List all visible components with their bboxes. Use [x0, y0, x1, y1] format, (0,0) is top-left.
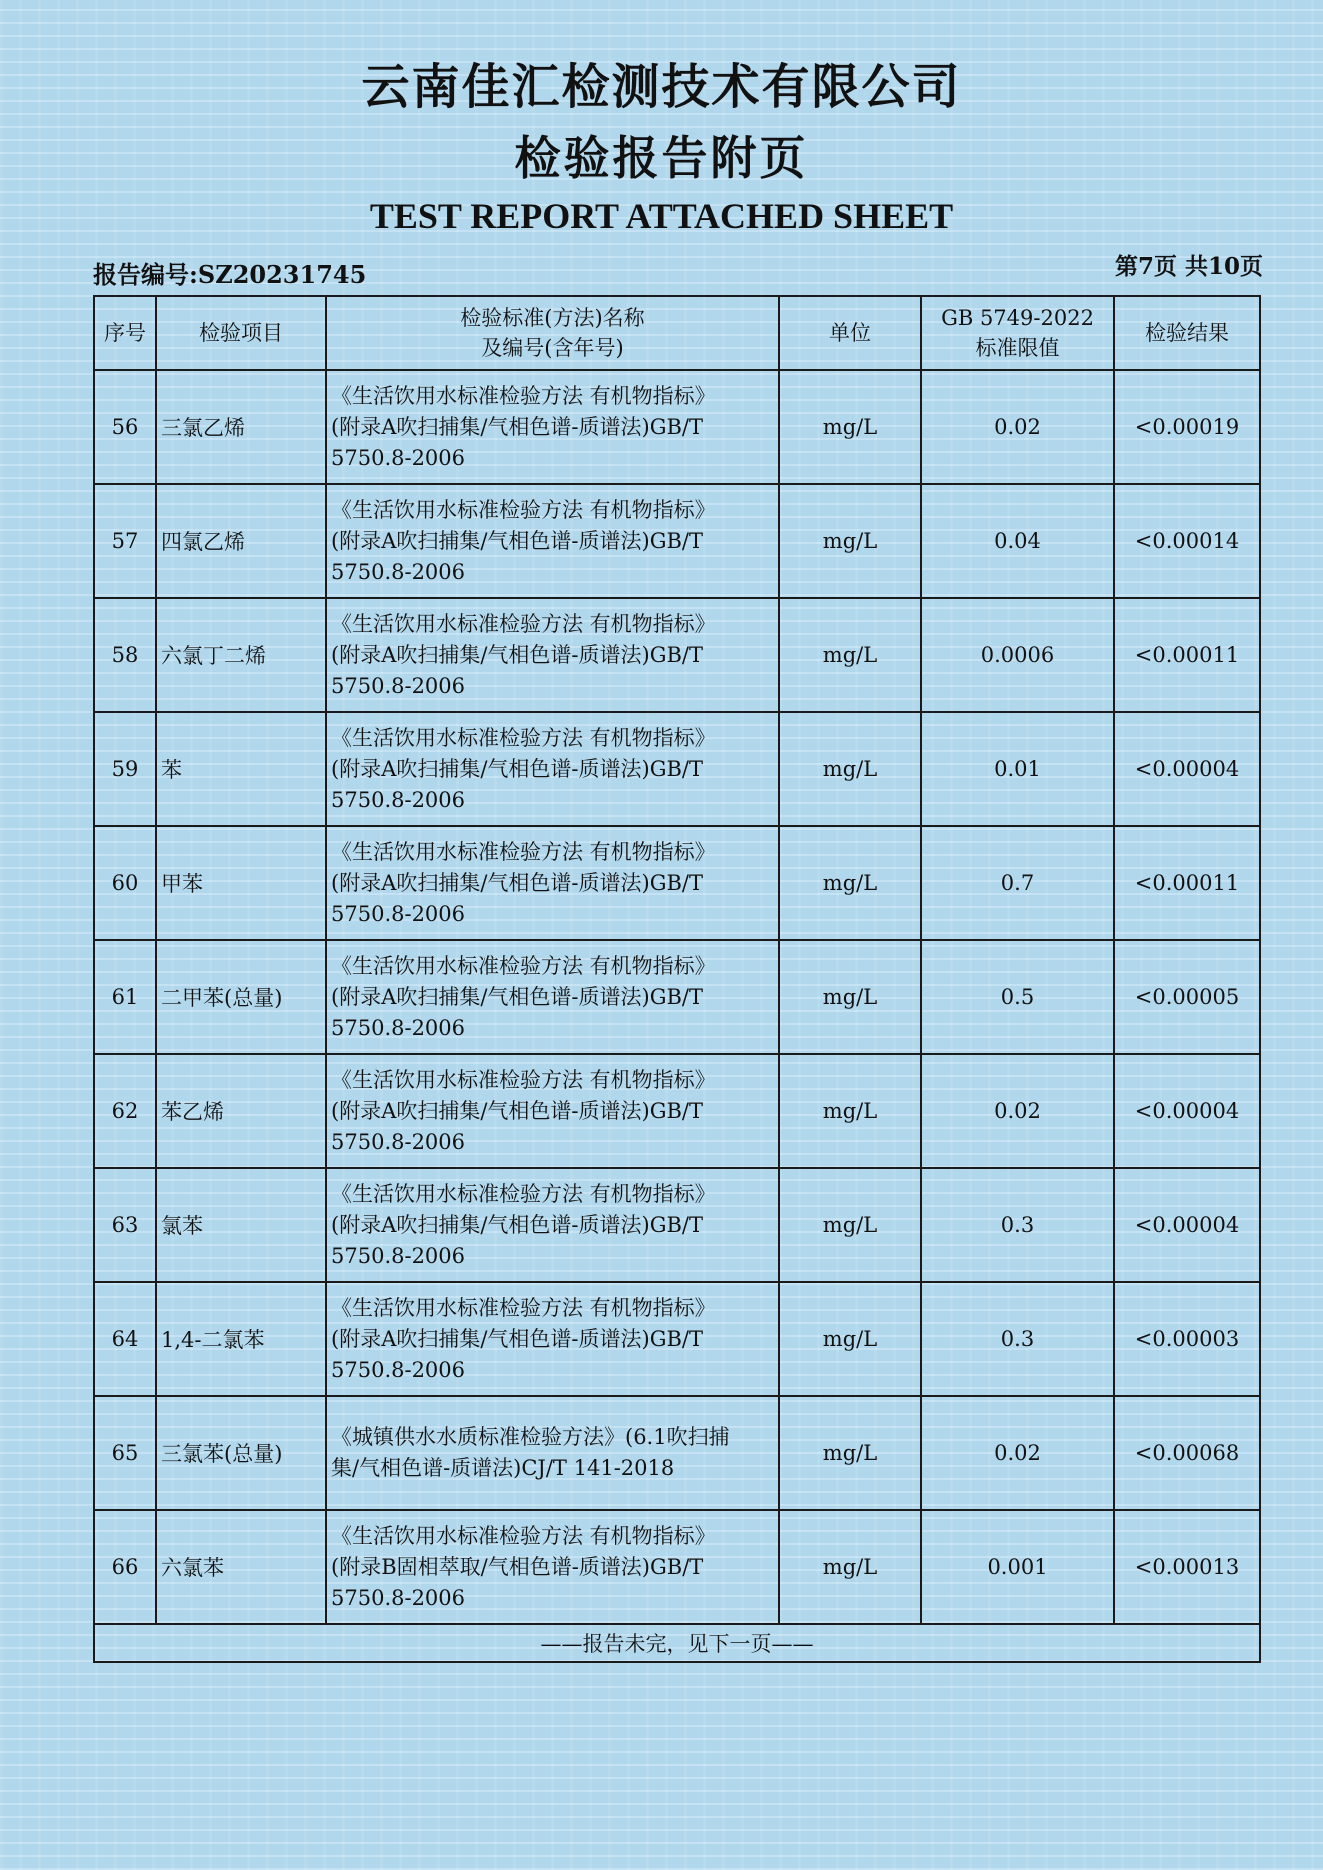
test-method: [326, 1282, 779, 1396]
method-line: 《生活饮用水标准检验方法 有机物指标》: [331, 953, 716, 978]
method-line: (附录A吹扫捕集/气相色谱-质谱法)GB/T: [331, 756, 704, 781]
method-line: 5750.8-2006: [331, 1243, 466, 1268]
company-name: 云南佳汇检测技术有限公司: [361, 59, 962, 115]
row-number: 63: [94, 1168, 156, 1282]
row-number: 62: [94, 1054, 156, 1168]
standard-limit: 0.5: [921, 940, 1114, 1054]
method-line: 5750.8-2006: [331, 1129, 466, 1154]
test-result: <0.00068: [1114, 1396, 1260, 1510]
test-method: [326, 484, 779, 598]
table-row: [94, 1396, 1260, 1510]
header-result: 检验结果: [1114, 296, 1260, 370]
standard-limit: 0.001: [921, 1510, 1114, 1624]
test-item: 三氯苯(总量): [156, 1396, 326, 1510]
test-item: 二甲苯(总量): [156, 940, 326, 1054]
standard-limit: 0.3: [921, 1168, 1114, 1282]
table-row: [94, 484, 1260, 598]
table-row: [94, 370, 1260, 484]
test-item: 六氯苯: [156, 1510, 326, 1624]
row-number: 58: [94, 598, 156, 712]
header-method-line1: 检验标准(方法)名称: [460, 306, 645, 330]
table-footer-row: [94, 1624, 1260, 1662]
page-title-en: TEST REPORT ATTACHED SHEET: [369, 196, 954, 236]
page-number: 第7页 共10页: [1114, 253, 1263, 280]
row-number: 66: [94, 1510, 156, 1624]
method-line: (附录A吹扫捕集/气相色谱-质谱法)GB/T: [331, 870, 704, 895]
test-method: [326, 712, 779, 826]
test-result: <0.00011: [1114, 826, 1260, 940]
method-line: 5750.8-2006: [331, 559, 466, 584]
test-result: <0.00004: [1114, 1054, 1260, 1168]
method-line: 5750.8-2006: [331, 787, 466, 812]
test-method: [326, 1510, 779, 1624]
test-method: [326, 826, 779, 940]
test-item: 氯苯: [156, 1168, 326, 1282]
table-row: [94, 598, 1260, 712]
method-line: 《生活饮用水标准检验方法 有机物指标》: [331, 611, 716, 636]
test-item: 四氯乙烯: [156, 484, 326, 598]
method-line: (附录B固相萃取/气相色谱-质谱法)GB/T: [331, 1554, 704, 1579]
method-line: 《生活饮用水标准检验方法 有机物指标》: [331, 383, 716, 408]
method-line: 《生活饮用水标准检验方法 有机物指标》: [331, 497, 716, 522]
unit: mg/L: [779, 1396, 921, 1510]
header-item: 检验项目: [156, 296, 326, 370]
table-row: [94, 1168, 1260, 1282]
table-header-row: [94, 296, 1260, 370]
table-row: [94, 826, 1260, 940]
unit: mg/L: [779, 1510, 921, 1624]
test-result: <0.00014: [1114, 484, 1260, 598]
test-result: <0.00005: [1114, 940, 1260, 1054]
method-line: 5750.8-2006: [331, 1015, 466, 1040]
method-line: 《生活饮用水标准检验方法 有机物指标》: [331, 1295, 716, 1320]
row-number: 60: [94, 826, 156, 940]
method-line: 5750.8-2006: [331, 445, 466, 470]
method-line: (附录A吹扫捕集/气相色谱-质谱法)GB/T: [331, 414, 704, 439]
unit: mg/L: [779, 1168, 921, 1282]
method-line: (附录A吹扫捕集/气相色谱-质谱法)GB/T: [331, 1098, 704, 1123]
row-number: 65: [94, 1396, 156, 1510]
method-line: (附录A吹扫捕集/气相色谱-质谱法)GB/T: [331, 528, 704, 553]
method-line: 《生活饮用水标准检验方法 有机物指标》: [331, 725, 716, 750]
test-method: [326, 1396, 779, 1510]
table-row: [94, 940, 1260, 1054]
test-method: [326, 940, 779, 1054]
unit: mg/L: [779, 1054, 921, 1168]
test-result: <0.00003: [1114, 1282, 1260, 1396]
method-line: (附录A吹扫捕集/气相色谱-质谱法)GB/T: [331, 642, 704, 667]
method-line: 5750.8-2006: [331, 901, 466, 926]
unit: mg/L: [779, 940, 921, 1054]
test-result: <0.00013: [1114, 1510, 1260, 1624]
standard-limit: 0.02: [921, 1054, 1114, 1168]
table-row: [94, 712, 1260, 826]
unit: mg/L: [779, 1282, 921, 1396]
row-number: 59: [94, 712, 156, 826]
method-line: (附录A吹扫捕集/气相色谱-质谱法)GB/T: [331, 1212, 704, 1237]
test-method: [326, 1168, 779, 1282]
standard-limit: 0.02: [921, 370, 1114, 484]
report-number: 报告编号:SZ20231745: [93, 260, 367, 289]
row-number: 57: [94, 484, 156, 598]
unit: mg/L: [779, 598, 921, 712]
standard-limit: 0.7: [921, 826, 1114, 940]
method-line: (附录A吹扫捕集/气相色谱-质谱法)GB/T: [331, 1326, 704, 1351]
method-line: (附录A吹扫捕集/气相色谱-质谱法)GB/T: [331, 984, 704, 1009]
unit: mg/L: [779, 712, 921, 826]
unit: mg/L: [779, 826, 921, 940]
method-line: 集/气相色谱-质谱法)CJ/T 141-2018: [331, 1456, 675, 1480]
test-result: <0.00004: [1114, 712, 1260, 826]
method-line: 《生活饮用水标准检验方法 有机物指标》: [331, 1523, 716, 1548]
test-method: [326, 598, 779, 712]
test-method: [326, 370, 779, 484]
header-limit-line2: 标准限值: [975, 336, 1060, 360]
method-line: 《生活饮用水标准检验方法 有机物指标》: [331, 839, 716, 864]
table-body: [94, 370, 1260, 1624]
test-item: 1,4-二氯苯: [156, 1282, 326, 1396]
header-no: 序号: [94, 296, 156, 370]
unit: mg/L: [779, 484, 921, 598]
test-result: <0.00004: [1114, 1168, 1260, 1282]
test-item: 三氯乙烯: [156, 370, 326, 484]
method-line: 《生活饮用水标准检验方法 有机物指标》: [331, 1181, 716, 1206]
row-number: 61: [94, 940, 156, 1054]
header-method-line2: 及编号(含年号): [481, 336, 624, 360]
standard-limit: 0.3: [921, 1282, 1114, 1396]
header-limit-line1: GB 5749-2022: [941, 306, 1094, 330]
method-line: 《生活饮用水标准检验方法 有机物指标》: [331, 1067, 716, 1092]
test-item: 苯: [156, 712, 326, 826]
table-row: [94, 1510, 1260, 1624]
table-row: [94, 1054, 1260, 1168]
continued-note: ——报告未完，见下一页——: [94, 1624, 1260, 1662]
method-line: 《城镇供水水质标准检验方法》(6.1吹扫捕: [331, 1425, 730, 1449]
test-result: <0.00019: [1114, 370, 1260, 484]
standard-limit: 0.01: [921, 712, 1114, 826]
header-method: [326, 296, 779, 370]
results-table: [93, 295, 1261, 1663]
method-line: 5750.8-2006: [331, 673, 466, 698]
test-method: [326, 1054, 779, 1168]
standard-limit: 0.0006: [921, 598, 1114, 712]
unit: mg/L: [779, 370, 921, 484]
standard-limit: 0.02: [921, 1396, 1114, 1510]
row-number: 56: [94, 370, 156, 484]
table-row: [94, 1282, 1260, 1396]
row-number: 64: [94, 1282, 156, 1396]
test-item: 六氯丁二烯: [156, 598, 326, 712]
standard-limit: 0.04: [921, 484, 1114, 598]
method-line: 5750.8-2006: [331, 1357, 466, 1382]
test-item: 苯乙烯: [156, 1054, 326, 1168]
header-limit: [921, 296, 1114, 370]
page-title-cn: 检验报告附页: [514, 131, 809, 185]
header-unit: 单位: [779, 296, 921, 370]
test-item: 甲苯: [156, 826, 326, 940]
test-result: <0.00011: [1114, 598, 1260, 712]
method-line: 5750.8-2006: [331, 1585, 466, 1610]
